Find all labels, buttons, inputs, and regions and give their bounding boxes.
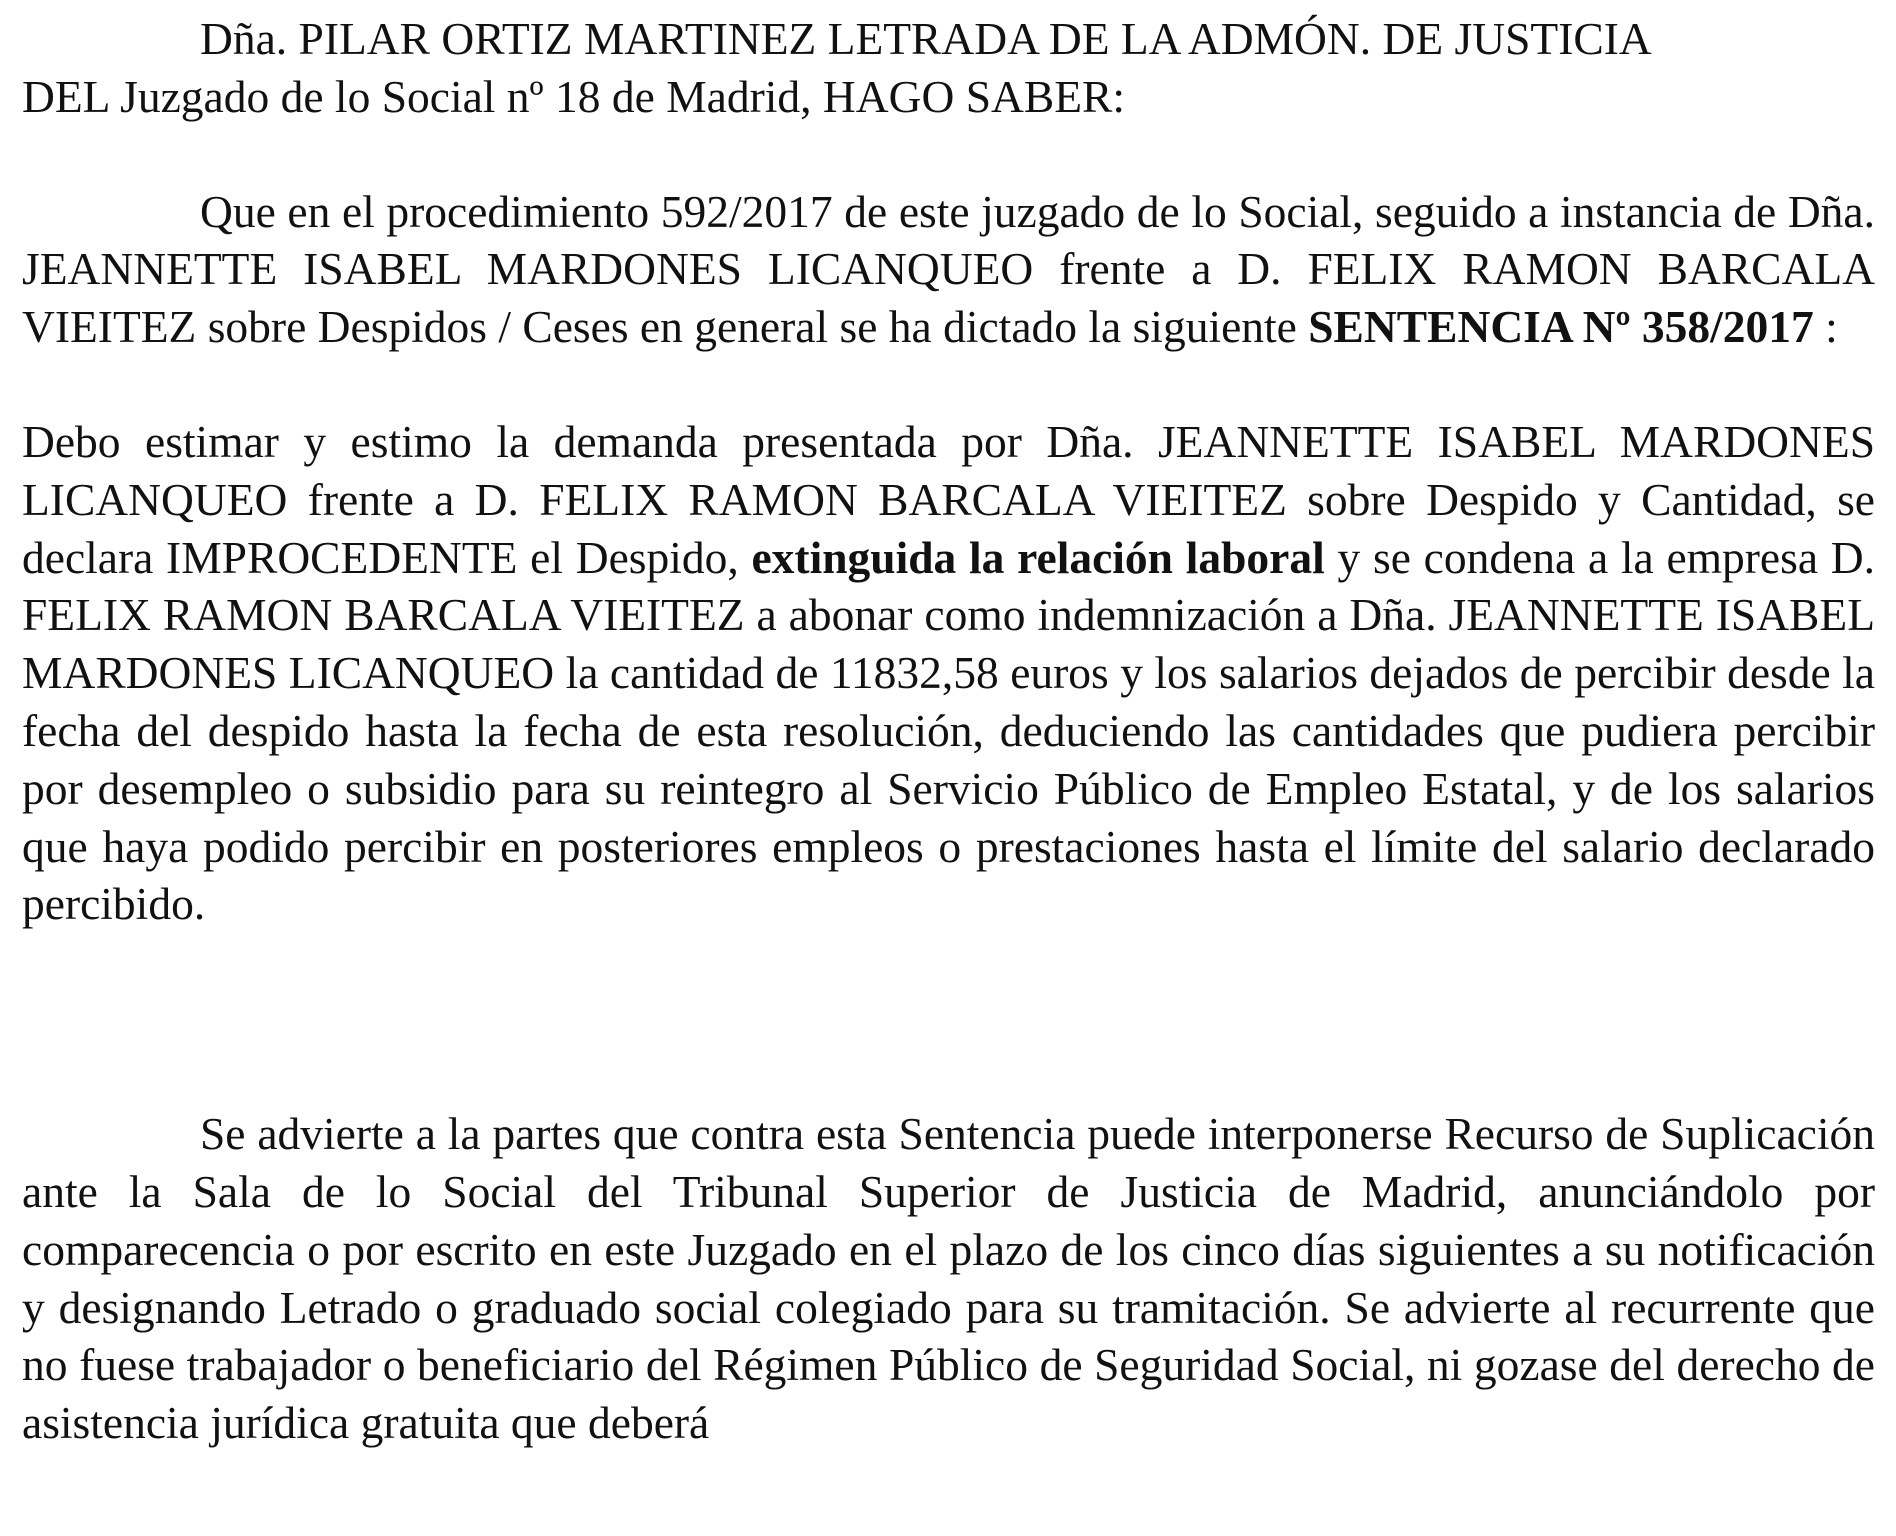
appeal-warning-text: Se advierte a la partes que contra esta Sentencia puede interponerse Recurso de Suplicación ante la Sala de lo Social del Tribunal Superior de Justicia de Madrid, anunciándolo por comparecencia o por escrito en este Juzgado en el plazo de los cinco días siguientes a su notificación y designando Letrado o graduado social colegiado para su tramitación. Se advierte al recurrente que no fuese trabajador o beneficiario del Régimen Público de Seguridad Social, ni gozase del derecho de asistencia jurídica gratuita que deberá [22,1108,1875,1449]
intro-paragraph [22,183,1875,356]
ruling-text-part-1: Debo estimar y estimo la demanda presentada por Dña. JEANNETTE ISABEL MARDONES LICANQUEO frente a D. FELIX RAMON BARCALA VIEITEZ sobre Despido y Cantidad, se declara IMPROCEDENTE el Despido, [22,415,1875,583]
intro-suffix: : [1813,301,1838,353]
intro-text: Que en el procedimiento 592/2017 de este juzgado de lo Social, seguido a instancia de Dña. JEANNETTE ISABEL MARDONES LICANQUEO frente a D. FELIX RAMON BARCALA VIEITEZ sobre Despidos / Ceses en general se ha dictado la siguiente [22,185,1875,353]
ruling-bold-phrase: extinguida la relación laboral [751,531,1325,583]
ruling-paragraph [22,413,1875,933]
heading-paragraph [22,10,1875,126]
ruling-text-part-2: y se condena a la empresa D. FELIX RAMON BARCALA VIEITEZ a abonar como indemnización a Dña. JEANNETTE ISABEL MARDONES LICANQUEO la cantidad de 11832,58 euros y los salarios dejados de percibir desde la fecha del despido hasta la fecha de esta resolución, deduciendo las cantidades que pudiera percibir por desempleo o subsidio para su reintegro al Servicio Público de Empleo Estatal, y de los salarios que haya podido percibir en posteriores empleos o prestaciones hasta el límite del salario declarado percibido. [22,531,1875,930]
appeal-warning-paragraph [22,1105,1875,1452]
sentence-reference: SENTENCIA Nº 358/2017 [1308,301,1814,353]
heading-line-1: Dña. PILAR ORTIZ MARTINEZ LETRADA DE LA ADMÓN. DE JUSTICIA [200,13,1652,64]
document-page [22,10,1875,1452]
heading-line-2: DEL Juzgado de lo Social nº 18 de Madrid, HAGO SABER: [22,70,1126,122]
